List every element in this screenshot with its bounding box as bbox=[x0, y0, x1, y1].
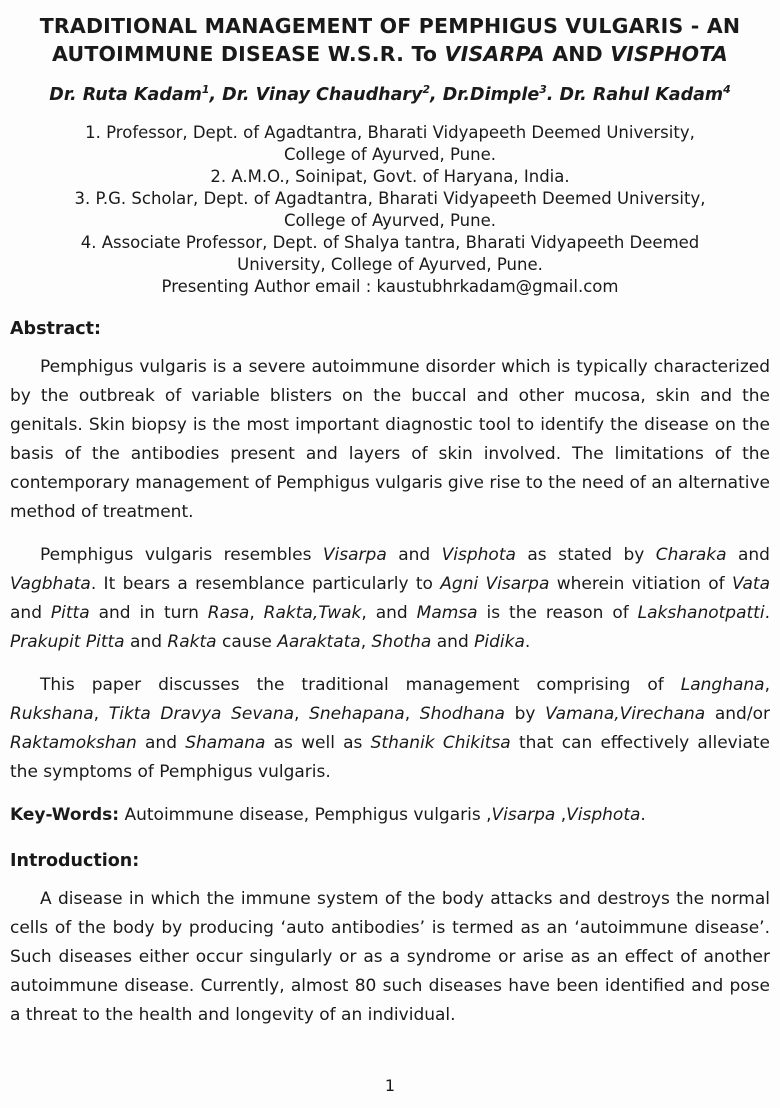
affiliation-line: College of Ayurved, Pune. bbox=[284, 145, 496, 164]
affiliation-line: 3. P.G. Scholar, Dept. of Agadtantra, Bharati Vidyapeeth Deemed University, bbox=[74, 189, 706, 208]
affiliation-line: University, College of Ayurved, Pune. bbox=[237, 255, 543, 274]
abstract-paragraph-2: Pemphigus vulgaris resembles Visarpa and Visphota as stated by Charaka and Vagbhata. It bears a resemblance particularly to Agni Visarpa wherein vitiation of Vata and Pitta and in turn Rasa, Rakta,Twak, and Mamsa is the reason of Lakshanotpatti. Prakupit Pitta and Rakta cause Aaraktata, Shotha and Pidika. bbox=[10, 545, 770, 652]
presenting-author-email-line: Presenting Author email : kaustubhrkadam@gmail.com bbox=[161, 277, 619, 296]
keywords-line: Key-Words: Autoimmune disease, Pemphigus vulgaris ,Visarpa ,Visphota. bbox=[10, 805, 646, 825]
introduction-paragraph: A disease in which the immune system of the body attacks and destroys the normal cells of the body by producing ‘auto antibodies’ is termed as an ‘autoimmune disease’. Such diseases either occur singularly or as a syndrome or arise as an effect of another autoimmune disease. Currently, almost 80 such diseases have been identified and pose a threat to the health and longevity of an individual. bbox=[10, 889, 770, 1025]
abstract-paragraph-3: This paper discusses the traditional management comprising of Langhana, Rukshana, Tikta Dravya Sevana, Snehapana, Shodhana by Vamana,Virechana and/or Raktamokshan and Shamana as well as Sthanik Chikitsa that can effectively alleviate the symptoms of Pemphigus vulgaris. bbox=[10, 675, 770, 782]
paper-title: TRADITIONAL MANAGEMENT OF PEMPHIGUS VULGARIS - AN AUTOIMMUNE DISEASE W.S.R. To VISARPA AND VISPHOTA bbox=[39, 14, 741, 66]
affiliation-line: 2. A.M.O., Soinipat, Govt. of Haryana, India. bbox=[210, 167, 570, 186]
affiliation-line: 1. Professor, Dept. of Agadtantra, Bharati Vidyapeeth Deemed University, bbox=[85, 123, 695, 142]
affiliations-block bbox=[10, 122, 770, 298]
abstract-heading: Abstract: bbox=[10, 319, 102, 339]
authors-line: Dr. Ruta Kadam$^1$, Dr. Vinay Chaudhary$^2$, Dr.Dimple$^3$. Dr. Rahul Kadam$^4$ bbox=[49, 83, 731, 105]
page-number: 1 bbox=[384, 1076, 396, 1095]
abstract-paragraph-1: Pemphigus vulgaris is a severe autoimmune disorder which is typically characterized by the outbreak of variable blisters on the buccal and other mucosa, skin and the genitals. Skin biopsy is the most important diagnostic tool to identify the disease on the basis of the antibodies present and layers of skin involved. The limitations of the contemporary management of Pemphigus vulgaris give rise to the need of an alternative method of treatment. bbox=[10, 357, 770, 522]
introduction-heading: Introduction: bbox=[10, 851, 140, 871]
affiliation-line: College of Ayurved, Pune. bbox=[284, 211, 496, 230]
affiliation-line: 4. Associate Professor, Dept. of Shalya tantra, Bharati Vidyapeeth Deemed bbox=[80, 233, 700, 252]
